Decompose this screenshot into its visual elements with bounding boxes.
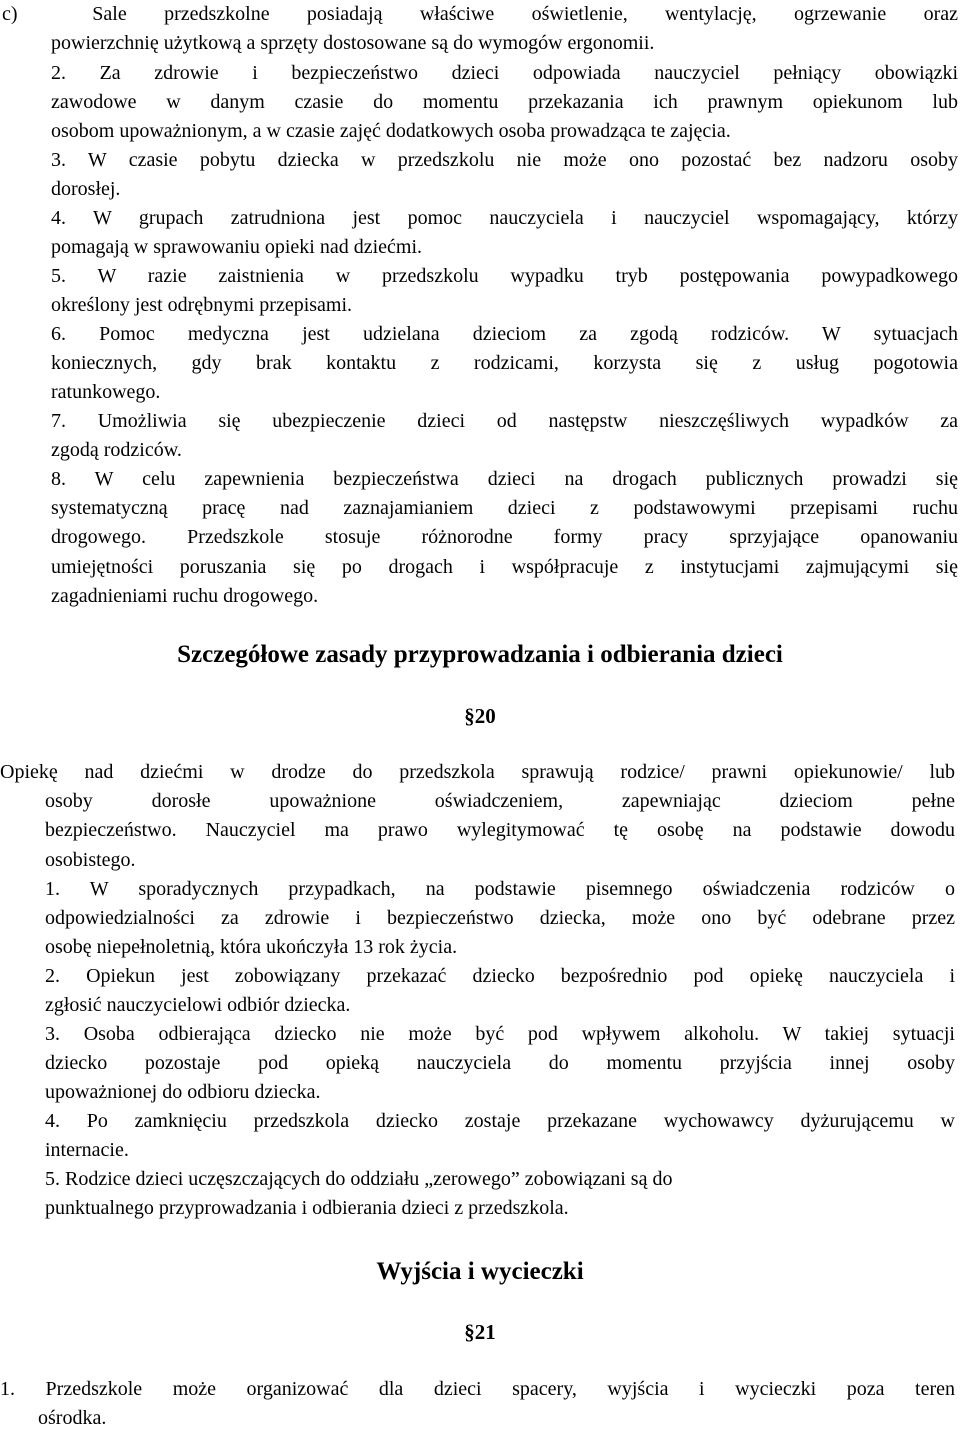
text-line: zawodowe w danym czasie do momentu przekazania ich prawnym opiekunom lub (51, 91, 958, 114)
section-heading-text: Wyjścia i wycieczki (376, 1258, 584, 1285)
text-line: pomagają w sprawowaniu opieki nad dziećmi. (51, 236, 422, 259)
text-line: 3. W czasie pobytu dziecka w przedszkolu nie może ono pozostać bez nadzoru osoby (51, 149, 958, 171)
text-line: 2. Opiekun jest zobowiązany przekazać dziecko bezpośrednio pod opiekę nauczyciela i (45, 965, 955, 987)
text-line: 4. W grupach zatrudniona jest pomoc nauczyciela i nauczyciel wspomagający, którzy (51, 207, 958, 229)
text-line: 2. Za zdrowie i bezpieczeństwo dzieci odpowiada nauczyciel pełniący obowiązki (51, 62, 958, 84)
text-line: c) Sale przedszkolne posiadają właściwe oświetlenie, wentylację, ogrzewanie oraz (2, 3, 958, 25)
text-line: Opiekę nad dziećmi w drodze do przedszkola sprawują rodzice/ prawni opiekunowie/ lub (0, 761, 955, 783)
text-line: internacie. (45, 1139, 129, 1162)
text-line: systematyczną pracę nad zaznajamianiem dzieci z podstawowymi przepisami ruchu (51, 497, 958, 520)
text-line: osoby dorosłe upoważnione oświadczeniem, zapewniając dzieciom pełne (45, 790, 955, 813)
text-line: ośrodka. (38, 1407, 107, 1430)
text-line: dorosłej. (51, 178, 121, 201)
section-sign: § (464, 704, 475, 728)
text-line: 7. Umożliwia się ubezpieczenie dzieci od następstw nieszczęśliwych wypadków za (51, 410, 958, 432)
text-line: odpowiedzialności za zdrowie i bezpieczeństwo dziecka, może ono być odebrane przez (45, 907, 955, 930)
text-line: osobę niepełnoletnią, która ukończyła 13 rok życia. (45, 936, 458, 959)
section-heading (0, 639, 960, 671)
text-line: ratunkowego. (51, 381, 161, 404)
text-line: osobistego. (45, 848, 136, 871)
text-line: koniecznych, gdy brak kontaktu z rodzicami, korzysta się z usług pogotowia (51, 352, 958, 375)
text-line: 1. W sporadycznych przypadkach, na podstawie pisemnego oświadczenia rodziców o (45, 878, 955, 900)
text-line: dziecko pozostaje pod opieką nauczyciela do momentu przyjścia innej osoby (45, 1052, 955, 1075)
text-line: 8. W celu zapewnienia bezpieczeństwa dzieci na drogach publicznych prowadzi się (51, 468, 958, 490)
section-heading-text: Szczegółowe zasady przyprowadzania i odbierania dzieci (177, 641, 783, 668)
text-line: 3. Osoba odbierająca dziecko nie może być pod wpływem alkoholu. W takiej sytuacji (45, 1023, 955, 1045)
paragraph-number: 21 (474, 1320, 496, 1344)
text-line: powierzchnię użytkową a sprzęty dostosowane są do wymogów ergonomii. (51, 32, 655, 55)
text-line: 4. Po zamknięciu przedszkola dziecko zostaje przekazane wychowawcy dyżurującemu w (45, 1110, 955, 1132)
text-line: 6. Pomoc medyczna jest udzielana dzieciom za zgodą rodziców. W sytuacjach (51, 323, 958, 345)
section-sign: § (464, 1320, 475, 1344)
text-line: zgłosić nauczycielowi odbiór dziecka. (45, 994, 351, 1017)
text-line: drogowego. Przedszkole stosuje różnorodne formy pracy sprzyjające opanowaniu (51, 526, 958, 549)
text-line: 1. Przedszkole może organizować dla dzieci spacery, wyjścia i wycieczki poza teren (0, 1378, 955, 1400)
paragraph-number: 20 (474, 704, 496, 728)
text-line: upoważnionej do odbioru dziecka. (45, 1081, 321, 1104)
text-line: punktualnego przyprowadzania i odbierania dzieci z przedszkola. (45, 1197, 569, 1220)
text-line: umiejętności poruszania się po drogach i współpracuje z instytucjami zajmującymi się (51, 555, 958, 578)
section-heading (0, 1256, 960, 1288)
paragraph-marker (0, 1318, 960, 1347)
text-line: zagadnieniami ruchu drogowego. (51, 584, 319, 607)
text-line: 5. Rodzice dzieci uczęszczających do oddziału „zerowego” zobowiązani są do (45, 1168, 673, 1190)
text-line: 5. W razie zaistnienia w przedszkolu wypadku tryb postępowania powypadkowego (51, 265, 958, 287)
text-line: zgodą rodziców. (51, 439, 182, 462)
paragraph-marker (0, 702, 960, 731)
text-line: określony jest odrębnymi przepisami. (51, 294, 353, 317)
text-line: bezpieczeństwo. Nauczyciel ma prawo wylegitymować tę osobę na podstawie dowodu (45, 819, 955, 842)
text-line: osobom upoważnionym, a w czasie zajęć dodatkowych osoba prowadząca te zajęcia. (51, 120, 731, 143)
